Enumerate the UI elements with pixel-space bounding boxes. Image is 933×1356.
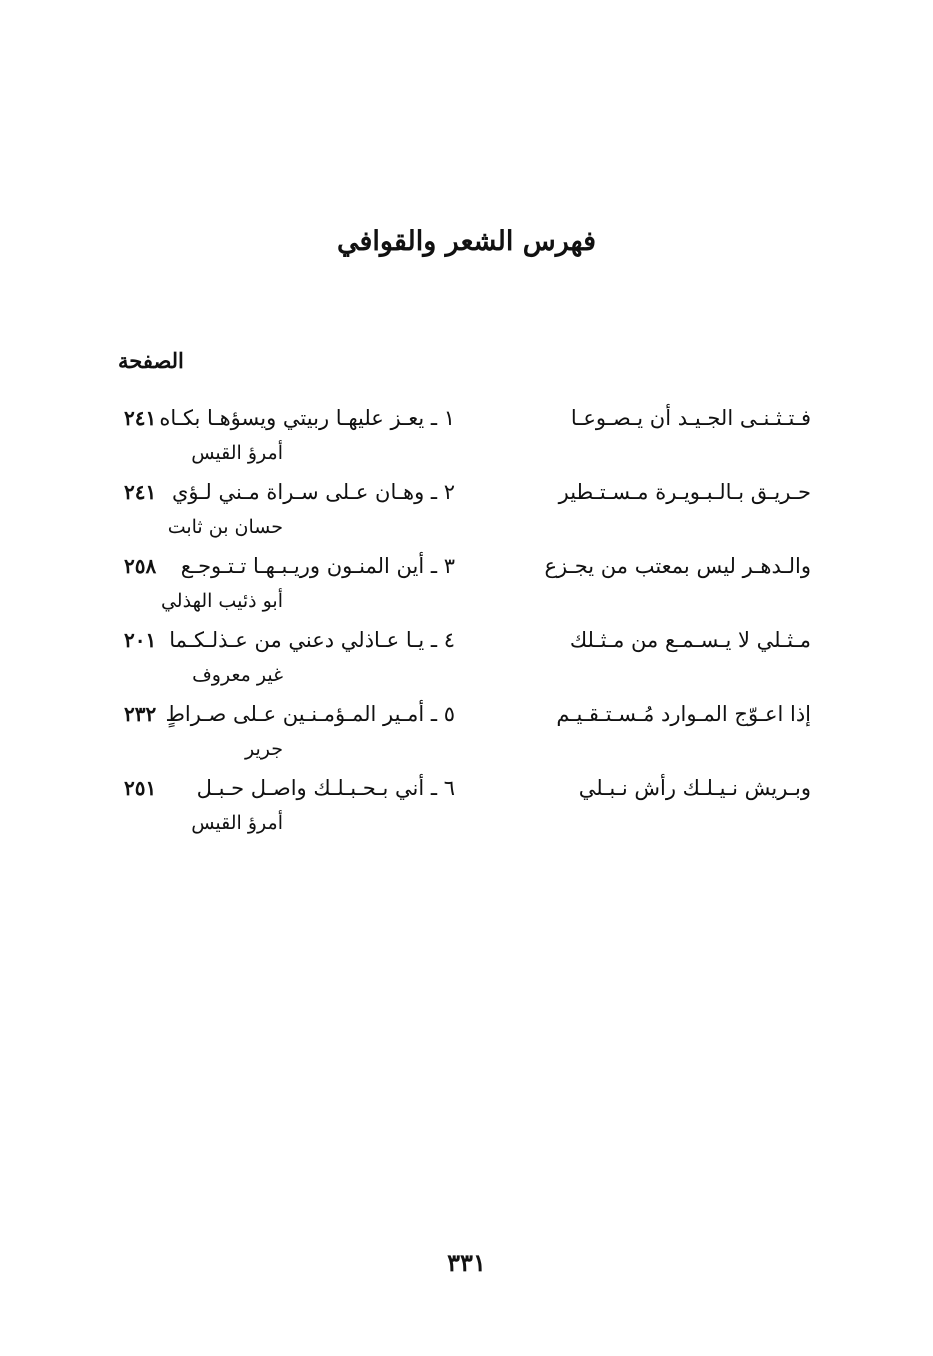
verse-entry bbox=[0, 476, 933, 550]
second-hemistich: حـريـق بـالـبـويـرة مـسـتـطير bbox=[558, 480, 811, 504]
page-reference: ٢٥١ bbox=[124, 776, 157, 800]
verse-entry bbox=[0, 772, 933, 846]
second-hemistich: وبـريش نـيـلـك رأش نـبـلي bbox=[578, 776, 811, 800]
poet-name: أمرؤ القيس bbox=[191, 812, 283, 834]
page-number: ٣٣١ bbox=[447, 1248, 486, 1277]
second-hemistich: والـدهـر ليس بمعتب من يجـزع bbox=[544, 554, 811, 578]
page-column-header: الصفحة bbox=[118, 348, 184, 373]
verse-entry bbox=[0, 402, 933, 476]
first-hemistich: ٣ ـ أين المنـون وريـبـهـا تـتـوجـع bbox=[180, 554, 455, 578]
first-hemistich: ٥ ـ أمـير المـؤمـنـين عـلى صـراطٍ bbox=[165, 702, 455, 726]
first-hemistich: ١ ـ يعـز عليهـا ربيتي ويسؤهـا بكـاه bbox=[159, 406, 455, 430]
poet-name: حسان بن ثابت bbox=[167, 516, 283, 538]
second-hemistich: مـثـلي لا يـسـمـع من مـثـلك bbox=[569, 628, 811, 652]
first-hemistich: ٢ ـ وهـان عـلى سـراة مـني لـؤي bbox=[171, 480, 455, 504]
first-hemistich: ٤ ـ يـا عـاذلي دعني من عـذلـكـما bbox=[169, 628, 455, 652]
page-reference: ٢٥٨ bbox=[124, 554, 157, 578]
verse-entry bbox=[0, 624, 933, 698]
second-hemistich: إذا اعـوّج المـوارد مُـسـتـقـيـم bbox=[556, 702, 811, 726]
poet-name: أمرؤ القيس bbox=[191, 442, 283, 464]
verse-entry bbox=[0, 550, 933, 624]
poet-name: جرير bbox=[245, 738, 283, 760]
page-reference: ٢٤١ bbox=[124, 480, 157, 504]
page-reference: ٢٤١ bbox=[124, 406, 157, 430]
verse-index-list bbox=[0, 402, 933, 846]
first-hemistich: ٦ ـ أني بـحـبـلـك واصـل حـبـل bbox=[196, 776, 455, 800]
poet-name: أبو ذئيب الهذلي bbox=[160, 590, 283, 612]
page-title: فهرس الشعر والقوافي bbox=[336, 226, 597, 257]
verse-entry bbox=[0, 698, 933, 772]
page-reference: ٢٣٢ bbox=[124, 702, 157, 726]
page-reference: ٢٠١ bbox=[124, 628, 157, 652]
poet-name: غير معروف bbox=[192, 664, 283, 686]
second-hemistich: فـتـثـنـى الجـيـد أن يـصـوعـا bbox=[570, 406, 811, 430]
